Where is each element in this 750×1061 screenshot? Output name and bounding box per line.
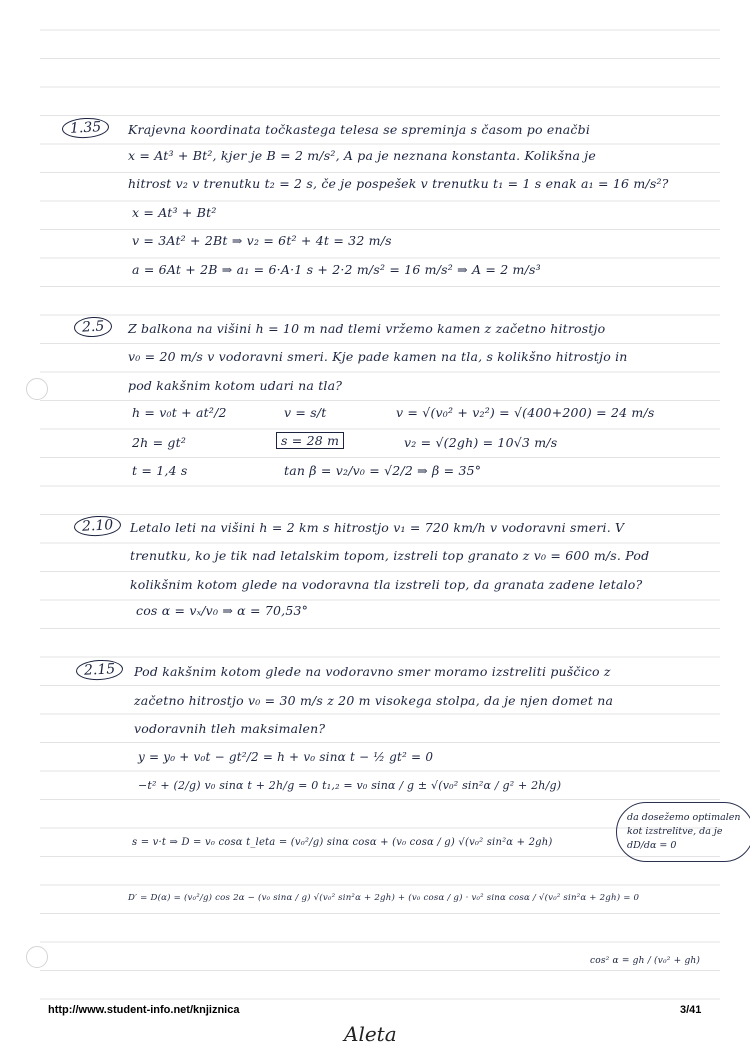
- work-line: v = s/t: [284, 405, 327, 420]
- work-line: v = √(v₀² + v₂²) = √(400+200) = 24 m/s: [396, 405, 655, 420]
- work-line: 2h = gt²: [132, 435, 187, 450]
- work-line: D′ = D(α) = (v₀²/g) cos 2α − (v₀ sinα / g) √(v₀² sin²α + 2gh) + (v₀ cosα / g) · v₀² sinα cosα / √(v₀² sin²α + 2gh) = 0: [128, 893, 640, 903]
- problem-text-line: Z balkona na višini h = 10 m nad tlemi vržemo kamen z začetno hitrostjo: [128, 321, 606, 336]
- work-line: tan β = v₂/v₀ = √2/2 ⇒ β = 35°: [284, 463, 482, 478]
- work-line: s = v·t ⇒ D = v₀ cosα t_leta = (v₀²/g) sinα cosα + (v₀ cosα / g) √(v₀² sin²α + 2gh): [132, 837, 553, 848]
- work-line: v = 3At² + 2Bt ⇒ v₂ = 6t² + 4t = 32 m/s: [132, 233, 392, 248]
- page-number: 3/41: [680, 1004, 702, 1016]
- problem-label: 1.35: [62, 117, 110, 139]
- signature: Aleta: [344, 1022, 397, 1046]
- work-line: v₂ = √(2gh) = 10√3 m/s: [404, 435, 558, 450]
- boxed-answer: s = 28 m: [276, 432, 344, 449]
- work-line: y = y₀ + v₀t − gt²/2 = h + v₀ sinα t − ½ gt² = 0: [138, 750, 434, 764]
- binder-hole: [26, 378, 48, 400]
- work-line: cos² α = gh / (v₀² + gh): [590, 956, 701, 966]
- work-line: −t² + (2/g) v₀ sinα t + 2h/g = 0 t₁,₂ = v₀ sinα / g ± √(v₀² sin²α / g² + 2h/g): [138, 779, 562, 792]
- side-note-line: da dosežemo optimalen: [627, 812, 741, 823]
- side-note-line: kot izstrelitve, da je: [627, 826, 723, 837]
- problem-text-line: v₀ = 20 m/s v vodoravni smeri. Kje pade kamen na tla, s kolikšno hitrostjo in: [128, 349, 628, 364]
- problem-label: 2.15: [76, 659, 124, 681]
- footer-url: http://www.student-info.net/knjiznica: [48, 1004, 240, 1016]
- work-line: a = 6At + 2B ⇒ a₁ = 6·A·1 s + 2·2 m/s² = 16 m/s² ⇒ A = 2 m/s³: [132, 262, 541, 277]
- problem-text-line: kolikšnim kotom glede na vodoravna tla izstreli top, da granata zadene letalo?: [130, 577, 643, 592]
- work-line: x = At³ + Bt²: [132, 205, 217, 220]
- binder-hole: [26, 946, 48, 968]
- side-note-line: dD/dα = 0: [627, 840, 677, 851]
- problem-text-line: hitrost v₂ v trenutku t₂ = 2 s, če je pospešek v trenutku t₁ = 1 s enak a₁ = 16 m/s²?: [128, 176, 669, 191]
- problem-text-line: x = At³ + Bt², kjer je B = 2 m/s², A pa je neznana konstanta. Kolikšna je: [128, 148, 596, 163]
- problem-label: 2.5: [74, 316, 113, 338]
- problem-text-line: Letalo leti na višini h = 2 km s hitrostjo v₁ = 720 km/h v vodoravni smeri. V: [130, 520, 625, 535]
- problem-text-line: začetno hitrostjo v₀ = 30 m/s z 20 m visokega stolpa, da je njen domet na: [134, 693, 614, 708]
- side-note: [616, 802, 750, 862]
- problem-text-line: Krajevna koordinata točkastega telesa se spreminja s časom po enačbi: [128, 122, 591, 137]
- problem-label: 2.10: [74, 515, 122, 537]
- problem-text-line: Pod kakšnim kotom glede na vodoravno smer moramo izstreliti puščico z: [134, 664, 611, 679]
- problem-text-line: vodoravnih tleh maksimalen?: [134, 721, 326, 736]
- work-line: cos α = vₓ/v₀ ⇒ α = 70,53°: [136, 603, 309, 618]
- work-line: t = 1,4 s: [132, 463, 188, 478]
- work-line: h = v₀t + at²/2: [132, 405, 227, 420]
- problem-text-line: trenutku, ko je tik nad letalskim topom, izstreli top granato z v₀ = 600 m/s. Pod: [130, 548, 650, 563]
- problem-text-line: pod kakšnim kotom udari na tla?: [128, 378, 343, 393]
